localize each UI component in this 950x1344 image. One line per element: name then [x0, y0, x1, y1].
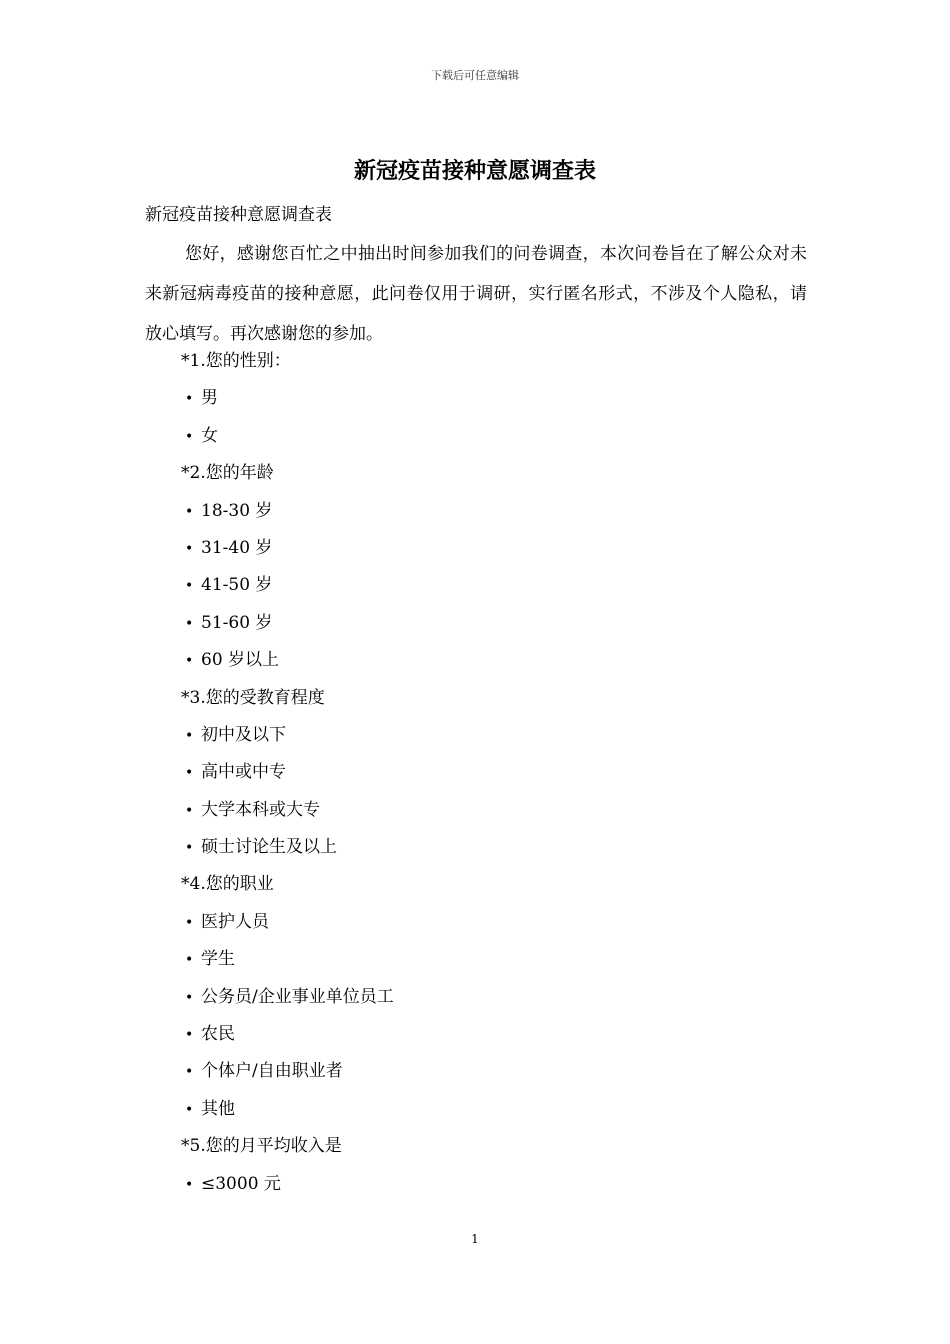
option-label: 其他	[201, 1098, 235, 1119]
question-list	[181, 343, 781, 1203]
option-label: 个体户/自由职业者	[201, 1061, 343, 1082]
answer-option[interactable]	[181, 941, 781, 978]
option-label: 60 岁以上	[201, 650, 280, 671]
option-label: 农民	[201, 1024, 235, 1045]
option-label: 初中及以下	[201, 724, 286, 745]
document-subtitle: 新冠疫苗接种意愿调查表	[145, 205, 332, 225]
bullet-icon: •	[185, 1027, 194, 1044]
option-label: ≤3000 元	[201, 1173, 281, 1194]
answer-option[interactable]	[181, 904, 781, 941]
bullet-icon: •	[185, 989, 194, 1006]
answer-option[interactable]	[181, 1091, 781, 1128]
bullet-icon: •	[185, 727, 194, 744]
option-label: 31-40 岁	[201, 537, 273, 558]
bullet-icon: •	[185, 540, 194, 557]
bullet-icon: •	[185, 765, 194, 782]
option-label: 医护人员	[201, 911, 269, 932]
bullet-icon: •	[185, 503, 194, 520]
bullet-icon: •	[185, 615, 194, 632]
question-label: *5.您的月平均收入是	[181, 1136, 342, 1157]
answer-option[interactable]	[181, 493, 781, 530]
question-label: *2.您的年龄	[181, 463, 274, 484]
option-label: 男	[201, 388, 218, 409]
bullet-icon: •	[185, 802, 194, 819]
option-label: 18-30 岁	[201, 500, 273, 521]
bullet-icon: •	[185, 952, 194, 969]
answer-option[interactable]	[181, 567, 781, 604]
option-label: 硕士讨论生及以上	[201, 837, 337, 858]
option-label: 51-60 岁	[201, 612, 273, 633]
answer-option[interactable]	[181, 792, 781, 829]
bullet-icon: •	[185, 1176, 194, 1193]
answer-option[interactable]	[181, 754, 781, 791]
answer-option[interactable]	[181, 380, 781, 417]
bullet-icon: •	[185, 914, 194, 931]
bullet-icon: •	[185, 391, 194, 408]
bullet-icon: •	[185, 578, 194, 595]
option-label: 公务员/企业事业单位员工	[201, 986, 394, 1007]
answer-option[interactable]	[181, 1016, 781, 1053]
option-label: 学生	[201, 949, 235, 970]
bullet-icon: •	[185, 840, 194, 857]
answer-option[interactable]	[181, 605, 781, 642]
answer-option[interactable]	[181, 1166, 781, 1203]
bullet-icon: •	[185, 428, 194, 445]
answer-option[interactable]	[181, 418, 781, 455]
page-header: 下载后可任意编辑	[431, 69, 519, 82]
answer-option[interactable]	[181, 829, 781, 866]
answer-option[interactable]	[181, 717, 781, 754]
answer-option[interactable]	[181, 530, 781, 567]
option-label: 高中或中专	[201, 762, 286, 783]
option-label: 大学本科或大专	[201, 799, 320, 820]
bullet-icon: •	[185, 653, 194, 670]
intro-paragraph: 您好，感谢您百忙之中抽出时间参加我们的问卷调查，本次问卷旨在了解公众对未来新冠病毒疫苗的接种意愿，此问卷仅用于调研，实行匿名形式，不涉及个人隐私，请放心填写。再次感谢您的参加。	[145, 244, 807, 344]
option-label: 41-50 岁	[201, 575, 273, 596]
bullet-icon: •	[185, 1064, 194, 1081]
page-number: 1	[471, 1232, 479, 1246]
answer-option[interactable]	[181, 979, 781, 1016]
answer-option[interactable]	[181, 1053, 781, 1090]
document-title: 新冠疫苗接种意愿调查表	[353, 158, 596, 184]
option-label: 女	[201, 425, 218, 446]
bullet-icon: •	[185, 1101, 194, 1118]
question-label: *1.您的性别：	[181, 351, 291, 371]
answer-option[interactable]	[181, 642, 781, 679]
question-label: *3.您的受教育程度	[181, 687, 325, 708]
question-label: *4.您的职业	[181, 874, 274, 895]
